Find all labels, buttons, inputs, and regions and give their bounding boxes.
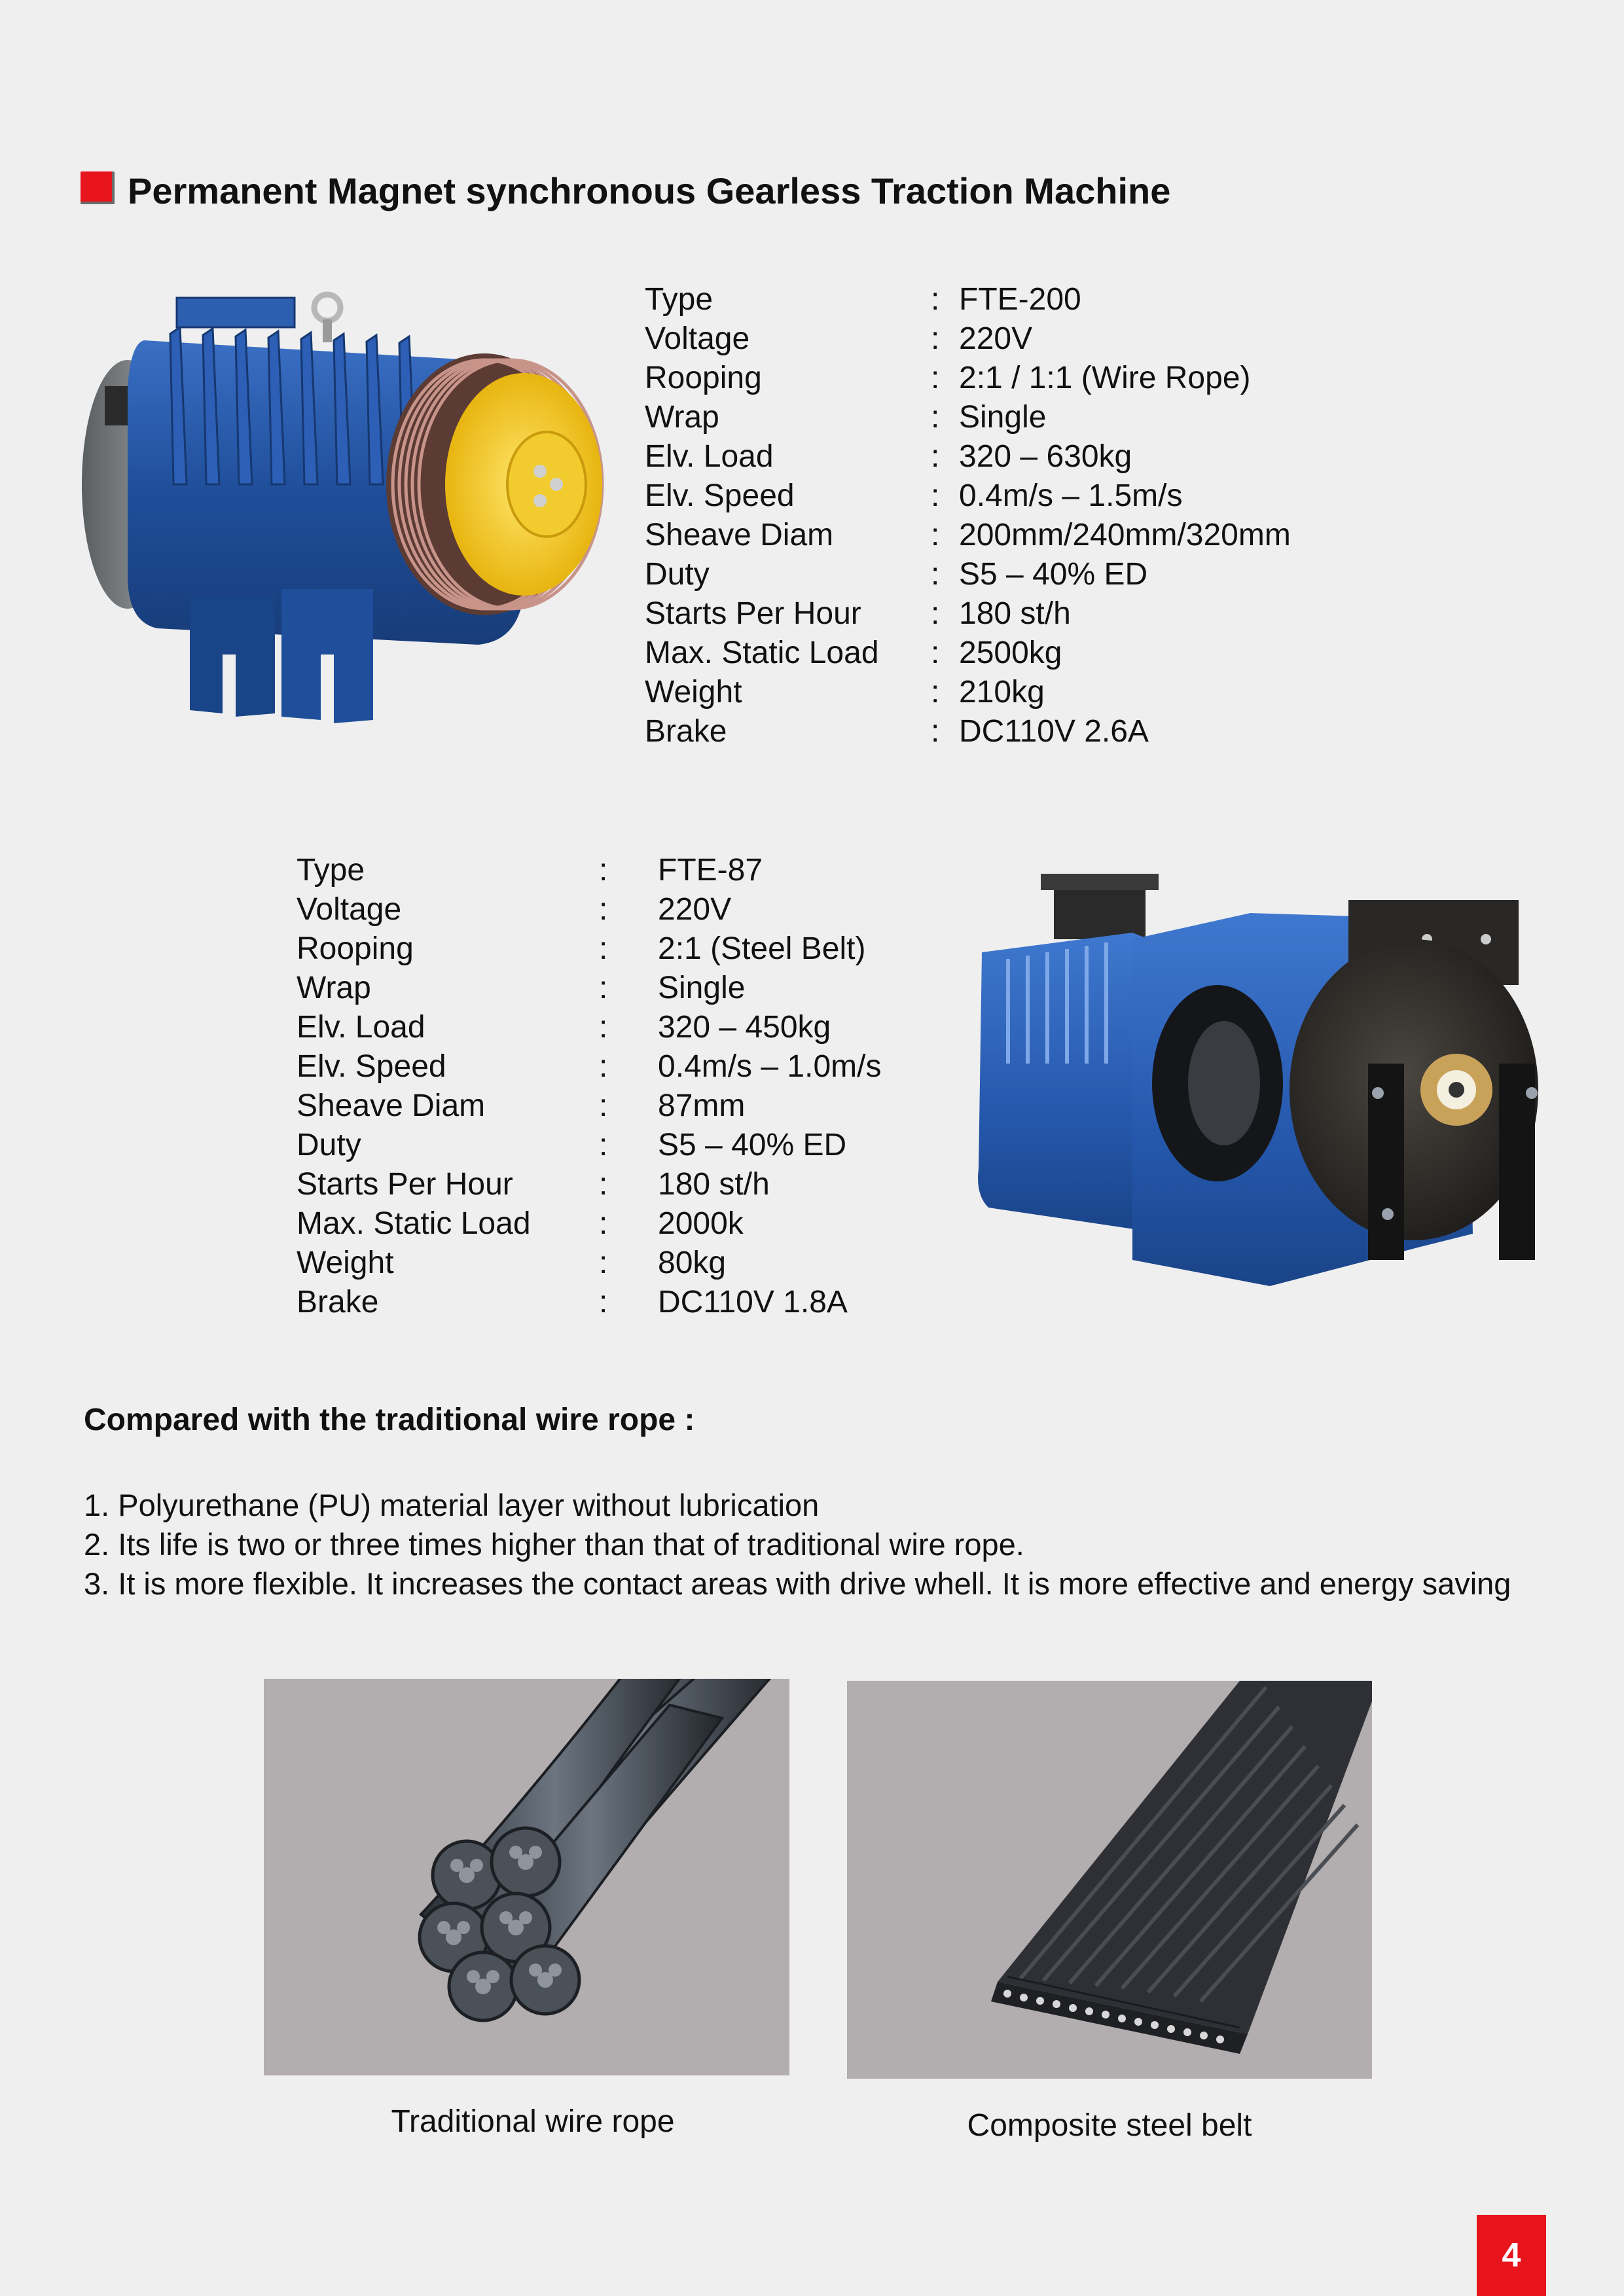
spec-row <box>645 437 1291 476</box>
spec-label: Type <box>297 853 365 888</box>
title-bullet-icon <box>81 171 115 204</box>
list-item: 3. It is more flexible. It increases the contact areas with drive whell. It is more effective and energy saving <box>84 1566 1511 1601</box>
spec-row <box>297 1126 881 1165</box>
gearless-traction-machine-fte200-icon <box>65 288 609 733</box>
spec-value: 210kg <box>959 675 1045 709</box>
spec-label: Wrap <box>645 400 719 435</box>
page-title: Permanent Magnet synchronous Gearless Traction Machine <box>128 170 1171 211</box>
steel-belt-caption: Composite steel belt <box>967 2108 1252 2143</box>
spec-label: Elv. Load <box>297 1010 425 1045</box>
spec-separator: : <box>931 321 940 356</box>
spec-value: 2500kg <box>959 636 1062 670</box>
spec-label: Brake <box>297 1285 379 1319</box>
spec-label: Weight <box>645 675 742 709</box>
spec-separator: : <box>599 853 608 888</box>
spec-separator: : <box>931 282 940 317</box>
spec-label: Sheave Diam <box>645 518 834 552</box>
spec-separator: : <box>599 971 608 1005</box>
spec-label: Duty <box>297 1128 361 1162</box>
spec-label: Max. Static Load <box>297 1206 531 1241</box>
spec-label: Duty <box>645 557 710 592</box>
spec-row <box>297 1283 881 1322</box>
spec-label: Sheave Diam <box>297 1088 486 1123</box>
spec-value: 180 st/h <box>658 1167 770 1202</box>
spec-separator: : <box>599 1049 608 1084</box>
spec-row <box>645 673 1291 712</box>
spec-value: 80kg <box>658 1246 727 1280</box>
spec-row <box>297 1008 881 1047</box>
spec-row <box>297 1165 881 1204</box>
spec-row <box>297 851 881 890</box>
list-item: 1. Polyurethane (PU) material layer without lubrication <box>84 1488 820 1522</box>
spec-separator: : <box>931 478 940 513</box>
spec-label: Elv. Load <box>645 439 774 474</box>
spec-value: 200mm/240mm/320mm <box>959 518 1291 552</box>
spec-value: 320 – 630kg <box>959 439 1132 474</box>
spec-row <box>645 476 1291 516</box>
spec-row <box>645 359 1291 398</box>
spec-value: 320 – 450kg <box>658 1010 831 1045</box>
spec-label: Starts Per Hour <box>645 596 861 631</box>
spec-row <box>297 890 881 929</box>
spec-row <box>645 319 1291 359</box>
spec-label: Voltage <box>645 321 750 356</box>
comparison-heading: Compared with the traditional wire rope : <box>84 1403 695 1437</box>
spec-value: S5 – 40% ED <box>959 557 1148 592</box>
spec-row <box>645 634 1291 673</box>
spec-separator: : <box>931 675 940 709</box>
spec-value: 180 st/h <box>959 596 1071 631</box>
spec-value: FTE-87 <box>658 853 763 888</box>
spec-separator: : <box>599 931 608 966</box>
page-number: 4 <box>1477 2215 1546 2296</box>
spec-table-fte200 <box>645 280 1291 751</box>
wire-rope-photo <box>264 1679 789 2075</box>
wire-rope-icon <box>264 1679 789 2075</box>
spec-row <box>645 398 1291 437</box>
spec-label: Wrap <box>297 971 371 1005</box>
spec-value: 87mm <box>658 1088 746 1123</box>
spec-label: Type <box>645 282 713 317</box>
spec-label: Max. Static Load <box>645 636 879 670</box>
spec-value: 220V <box>658 892 732 927</box>
comparison-list <box>84 1486 1550 1604</box>
spec-separator: : <box>931 361 940 395</box>
spec-separator: : <box>931 400 940 435</box>
spec-row <box>645 516 1291 555</box>
spec-separator: : <box>599 1088 608 1123</box>
spec-label: Rooping <box>297 931 414 966</box>
spec-label: Brake <box>645 714 727 749</box>
spec-separator: : <box>599 1246 608 1280</box>
spec-separator: : <box>931 636 940 670</box>
spec-row <box>297 1244 881 1283</box>
spec-row <box>297 1204 881 1244</box>
spec-value: 2:1 / 1:1 (Wire Rope) <box>959 361 1251 395</box>
spec-separator: : <box>599 1285 608 1319</box>
spec-row <box>297 1047 881 1086</box>
gearless-traction-machine-fte87-icon <box>969 867 1551 1299</box>
spec-separator: : <box>599 1010 608 1045</box>
spec-row <box>645 280 1291 319</box>
spec-value: 0.4m/s – 1.5m/s <box>959 478 1183 513</box>
spec-separator: : <box>931 439 940 474</box>
wire-rope-caption: Traditional wire rope <box>391 2104 675 2139</box>
spec-label: Voltage <box>297 892 402 927</box>
spec-value: 2:1 (Steel Belt) <box>658 931 866 966</box>
spec-value: 0.4m/s – 1.0m/s <box>658 1049 882 1084</box>
spec-separator: : <box>599 1206 608 1241</box>
spec-separator: : <box>599 892 608 927</box>
spec-row <box>645 712 1291 751</box>
spec-value: S5 – 40% ED <box>658 1128 847 1162</box>
spec-separator: : <box>931 714 940 749</box>
spec-row <box>645 555 1291 594</box>
spec-value: 220V <box>959 321 1033 356</box>
spec-label: Weight <box>297 1246 394 1280</box>
spec-separator: : <box>599 1167 608 1202</box>
spec-row <box>297 1086 881 1126</box>
spec-value: DC110V 1.8A <box>658 1285 848 1319</box>
spec-value: Single <box>959 400 1047 435</box>
spec-row <box>297 929 881 969</box>
spec-row <box>297 969 881 1008</box>
list-item: 2. Its life is two or three times higher than that of traditional wire rope. <box>84 1527 1024 1562</box>
spec-separator: : <box>931 596 940 631</box>
spec-separator: : <box>931 518 940 552</box>
spec-row <box>645 594 1291 634</box>
spec-separator: : <box>931 557 940 592</box>
spec-value: Single <box>658 971 746 1005</box>
steel-belt-photo <box>847 1681 1372 2079</box>
steel-belt-icon <box>847 1681 1372 2079</box>
spec-label: Rooping <box>645 361 762 395</box>
spec-separator: : <box>599 1128 608 1162</box>
spec-table-fte87 <box>297 851 881 1322</box>
spec-value: 2000k <box>658 1206 744 1241</box>
spec-label: Starts Per Hour <box>297 1167 513 1202</box>
spec-label: Elv. Speed <box>645 478 795 513</box>
spec-value: FTE-200 <box>959 282 1081 317</box>
spec-label: Elv. Speed <box>297 1049 446 1084</box>
spec-value: DC110V 2.6A <box>959 714 1149 749</box>
